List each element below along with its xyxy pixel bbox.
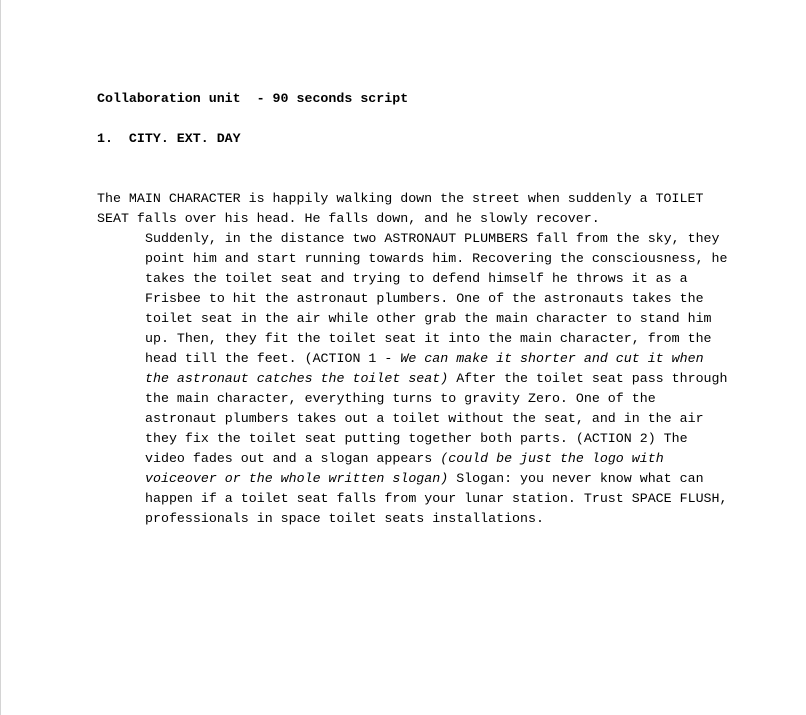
- script-document: [97, 89, 737, 529]
- page-edge: [0, 0, 1, 715]
- slogan-text: Slogan: you never know what can happen if a toilet seat falls from your lunar station. Trust SPACE FLUSH, professionals in space toilet seats installations.: [145, 471, 728, 526]
- action-text-part1: Suddenly, in the distance two ASTRONAUT PLUMBERS fall from the sky, they point him and start running towards him. Recovering the consciousness, he takes the toilet seat and trying to defend himself he throws it as a Frisbee to hit the astronaut plumbers. One of the astronauts takes the toilet seat in the air while other grab the main character to stand him up. Then, they fit the toilet seat it into the main character, from the head till the feet. (ACTION 1 -: [145, 231, 728, 366]
- document-title: Collaboration unit - 90 seconds script: [97, 91, 409, 106]
- intro-paragraph: The MAIN CHARACTER is happily walking down the street when suddenly a TOILET SEAT falls over his head. He falls down, and he slowly recover.: [97, 191, 704, 226]
- action-paragraph: [145, 229, 729, 529]
- director-note-1: We can make it shorter and cut it when the astronaut catches the toilet seat): [145, 351, 704, 386]
- action-text-part2: After the toilet seat pass through the main character, everything turns to gravity Zero. One of the astronaut plumbers takes out a toilet without the seat, and in the air they fix the toilet seat putting together both parts. (ACTION 2) The video fades out and a slogan appears: [145, 371, 728, 466]
- scene-heading: 1. CITY. EXT. DAY: [97, 131, 241, 146]
- director-note-2: (could be just the logo with voiceover or the whole written slogan): [145, 451, 664, 486]
